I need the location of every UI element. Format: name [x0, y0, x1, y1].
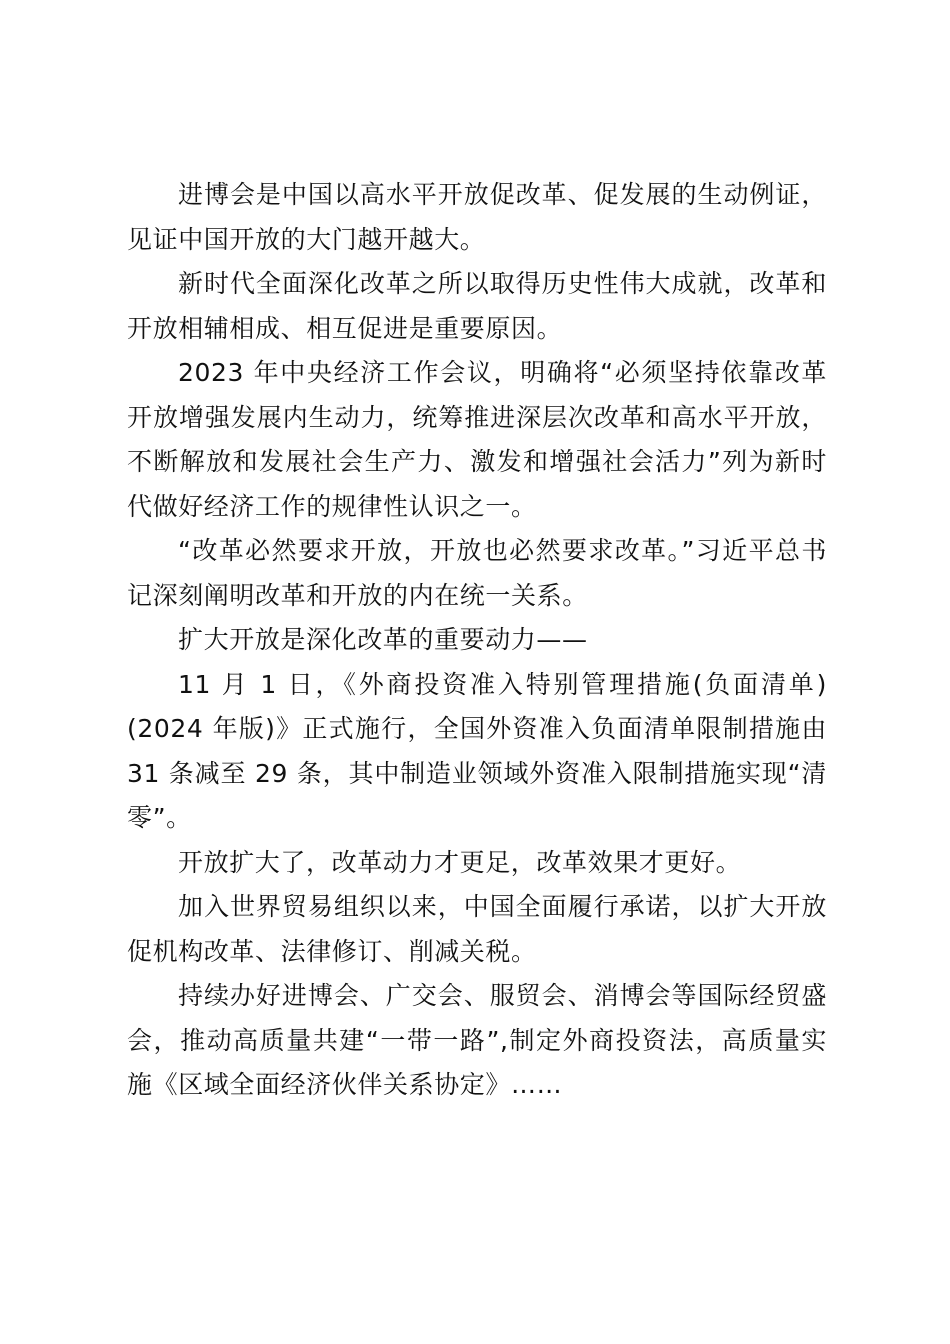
paragraph-3: 2023 年中央经济工作会议，明确将“必须坚持依靠改革开放增强发展内生动力，统筹推进深层次改革和高水平开放，不断解放和发展社会生产力、激发和增强社会活力”列为新时代做好经济工作的规律性认识之一。	[127, 358, 827, 521]
paragraph-5: 扩大开放是深化改革的重要动力——	[178, 625, 588, 654]
paragraph-6: 11 月 1 日，《外商投资准入特别管理措施(负面清单)(2024 年版)》正式施行，全国外资准入负面清单限制措施由 31 条减至 29 条，其中制造业领域外资准入限制措施实现“清零”。	[127, 669, 827, 832]
paragraph-1: 进博会是中国以高水平开放促改革、促发展的生动例证，见证中国开放的大门越开越大。	[127, 180, 827, 254]
paragraph-2: 新时代全面深化改革之所以取得历史性伟大成就，改革和开放相辅相成、相互促进是重要原因。	[127, 269, 827, 343]
paragraph-7: 开放扩大了，改革动力才更足，改革效果才更好。	[178, 847, 742, 877]
paragraph-8: 加入世界贸易组织以来，中国全面履行承诺，以扩大开放促机构改革、法律修订、削减关税。	[127, 892, 827, 966]
document-body	[127, 173, 827, 1108]
paragraph-4: “改革必然要求开放，开放也必然要求改革。”习近平总书记深刻阐明改革和开放的内在统一关系。	[127, 536, 827, 610]
paragraph-9: 持续办好进博会、广交会、服贸会、消博会等国际经贸盛会，推动高质量共建“一带一路”,制定外商投资法，高质量实施《区域全面经济伙伴关系协定》……	[127, 981, 827, 1099]
